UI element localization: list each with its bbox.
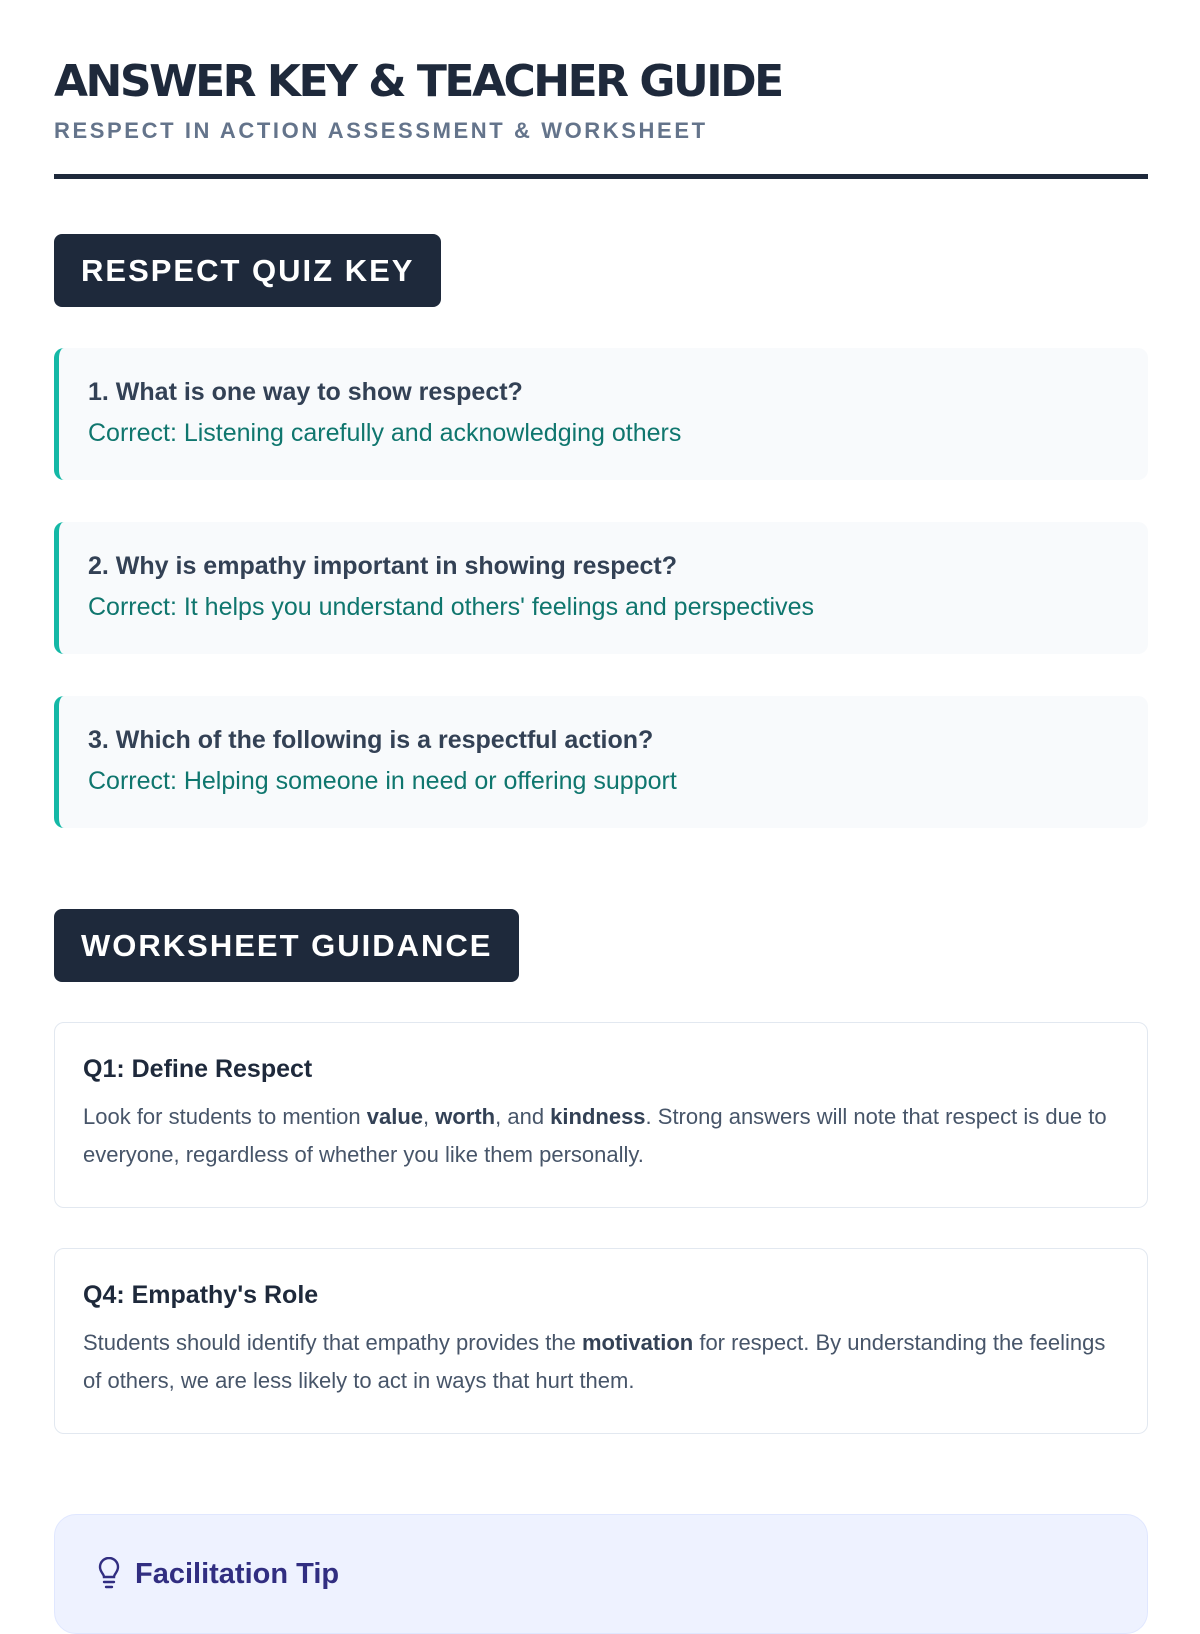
guidance-card xyxy=(54,1022,1148,1208)
quiz-question: 3. Which of the following is a respectful action? xyxy=(88,726,654,754)
facilitation-tip xyxy=(54,1514,1148,1634)
quiz-answer: Correct: It helps you understand others' feelings and perspectives xyxy=(88,593,815,621)
quiz-item xyxy=(54,522,1148,654)
lightbulb-icon xyxy=(97,1557,121,1591)
quiz-answer: Correct: Helping someone in need or offering support xyxy=(88,767,677,795)
quiz-question: 1. What is one way to show respect? xyxy=(88,378,523,406)
tip-title: Facilitation Tip xyxy=(135,1557,340,1590)
section-heading-worksheet: WORKSHEET GUIDANCE xyxy=(54,909,519,982)
page-subtitle: RESPECT IN ACTION ASSESSMENT & WORKSHEET xyxy=(54,118,708,143)
quiz-answer: Correct: Listening carefully and acknowledging others xyxy=(88,419,682,447)
guidance-title: Q1: Define Respect xyxy=(83,1055,313,1083)
quiz-item xyxy=(54,696,1148,828)
quiz-item xyxy=(54,348,1148,480)
page-title: ANSWER KEY & TEACHER GUIDE xyxy=(54,56,782,107)
guidance-body: Look for students to mention value, worth, and kindness. Strong answers will note that respect is due to everyone, regardless of whether you like them personally. xyxy=(83,1104,1107,1167)
guidance-body: Students should identify that empathy provides the motivation for respect. By understanding the feelings of others, we are less likely to act in ways that hurt them. xyxy=(83,1330,1106,1393)
quiz-question: 2. Why is empathy important in showing respect? xyxy=(88,552,677,580)
guidance-card xyxy=(54,1248,1148,1434)
divider xyxy=(54,174,1148,179)
guidance-title: Q4: Empathy's Role xyxy=(83,1281,319,1309)
section-heading-quiz: RESPECT QUIZ KEY xyxy=(54,234,441,307)
